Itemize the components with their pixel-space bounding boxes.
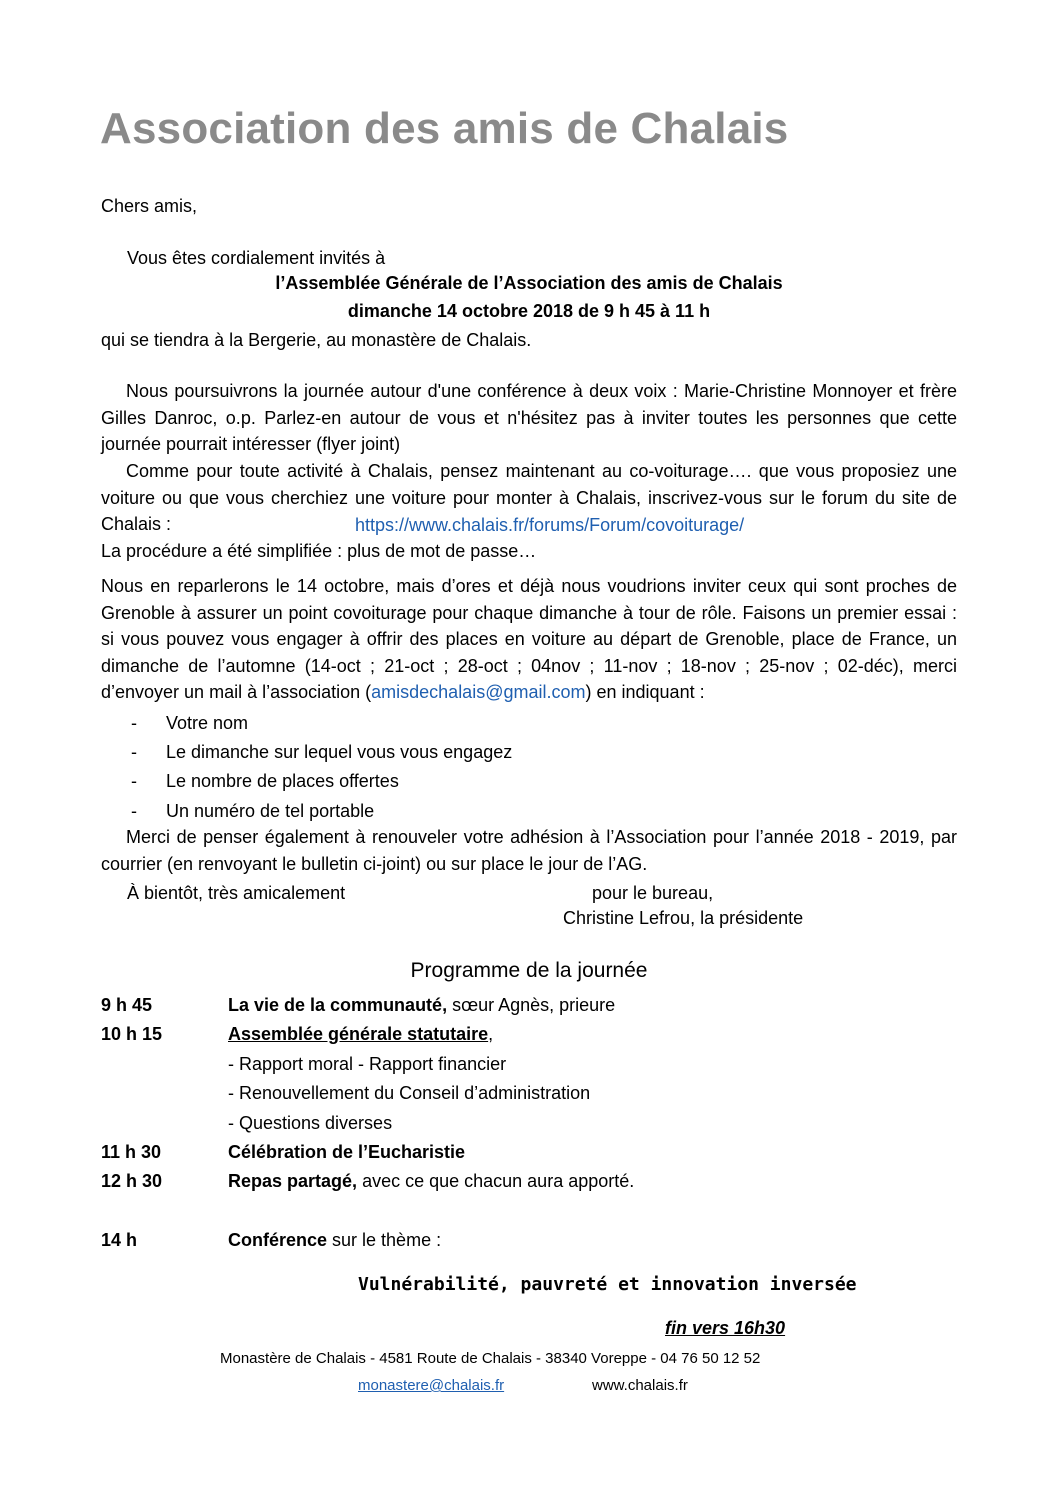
program-activity [228, 995, 615, 1016]
program-subitem: - Questions diverses [228, 1113, 393, 1133]
venue-text: qui se tiendra à la Bergerie, au monastère de Chalais. [101, 330, 532, 350]
invite-text: Vous êtes cordialement invités à [127, 248, 386, 268]
program-time: 12 h 30 [101, 1171, 163, 1191]
list-bullet: - [131, 742, 137, 762]
program-subitem: - Rapport moral - Rapport financier [228, 1054, 507, 1074]
procedure-note: La procédure a été simplifiée : plus de mot de passe… [101, 541, 537, 561]
list-item: Le dimanche sur lequel vous vous engagez [166, 742, 513, 762]
list-bullet: - [131, 771, 137, 791]
list-bullet: - [131, 713, 137, 733]
list-item: Votre nom [166, 713, 249, 733]
footer-website[interactable]: www.chalais.fr [592, 1377, 688, 1394]
meeting-date: dimanche 14 octobre 2018 de 9 h 45 à 11 h [347, 301, 711, 321]
program-activity-detail: sur le thème : [327, 1230, 442, 1250]
program-time: 11 h 30 [101, 1142, 162, 1162]
program-activity-detail: avec ce que chacun aura apporté. [357, 1171, 635, 1191]
end-time: fin vers 16h30 [665, 1318, 786, 1338]
footer-address: Monastère de Chalais - 4581 Route de Chalais - 38340 Voreppe - 04 76 50 12 52 [220, 1350, 761, 1367]
signature: Christine Lefrou, la présidente [563, 908, 804, 928]
program-activity-name: Célébration de l’Eucharistie [228, 1142, 466, 1162]
conference-title: Vulnérabilité, pauvreté et innovation inversée [358, 1274, 857, 1295]
program-activity [228, 1142, 465, 1163]
document-title: Association des amis de Chalais [100, 104, 789, 153]
program-activity-name: Conférence [228, 1230, 328, 1250]
for-bureau: pour le bureau, [592, 883, 714, 903]
assembly-title: l’Assemblée Générale de l’Association des amis de Chalais [275, 273, 783, 293]
program-activity [228, 1230, 441, 1251]
list-item: Un numéro de tel portable [166, 801, 375, 821]
closing: À bientôt, très amicalement [127, 883, 346, 903]
conference-paragraph [101, 378, 957, 458]
grenoble-paragraph-text: Nous en reparlerons le 14 octobre, mais d’ores et déjà nous voudrions inviter ceux qui sont proches de Grenoble à assurer un point covoiturage pour chaque dimanche à tour de rôle. Faisons un premier essai : si vous pouvez vous engager à offrir des places en voiture au départ de Grenoble, place de France, un dimanche de l’automne (14-oct ; 21-oct ; 28-oct ; 04nov ; 11-nov ; 18-nov ; 25-nov ; 02-déc), merci d’envoyer un mail à l’association ( [101, 576, 957, 702]
program-activity-name: Assemblée générale statutaire [228, 1024, 489, 1044]
forum-link[interactable]: https://www.chalais.fr/forums/Forum/covoiturage/ [355, 515, 745, 535]
conference-paragraph-text: Nous poursuivrons la journée autour d'une conférence à deux voix : Marie-Christine Monnoyer et frère Gilles Danroc, o.p. Parlez-en autour de vous et n'hésitez pas à inviter toutes les personnes que cette journée pourrait intéresser (flyer joint) [101, 381, 957, 454]
program-activity-detail: , [488, 1024, 494, 1044]
grenoble-paragraph-end: ) en indiquant : [585, 682, 705, 702]
program-subitem: - Renouvellement du Conseil d’administration [228, 1083, 591, 1103]
list-item: Le nombre de places offertes [166, 771, 399, 791]
program-activity-name: La vie de la communauté, [228, 995, 448, 1015]
program-time: 9 h 45 [101, 995, 153, 1015]
program-time: 14 h [101, 1230, 138, 1250]
footer-email-link[interactable]: monastere@chalais.fr [358, 1377, 505, 1394]
grenoble-paragraph [101, 573, 957, 706]
program-activity [228, 1171, 634, 1192]
program-title: Programme de la journée [410, 959, 648, 982]
membership-paragraph [101, 824, 957, 877]
list-bullet: - [131, 801, 137, 821]
carpool-paragraph-text: Comme pour toute activité à Chalais, pensez maintenant au co-voiturage…. que vous proposiez une voiture ou que vous cherchiez une voiture pour monter à Chalais, inscrivez-vous sur le forum du site de Chalais : [101, 461, 957, 534]
greeting: Chers amis, [101, 196, 198, 216]
membership-paragraph-text: Merci de penser également à renouveler votre adhésion à l’Association pour l’année 2018 - 2019, par courrier (en renvoyant le bulletin ci-joint) ou sur place le jour de l’AG. [101, 827, 957, 874]
program-activity-detail: sœur Agnès, prieure [447, 995, 616, 1015]
program-time: 10 h 15 [101, 1024, 163, 1044]
program-activity [228, 1024, 493, 1045]
program-activity-name: Repas partagé, [228, 1171, 358, 1191]
association-email-link[interactable]: amisdechalais@gmail.com [371, 682, 586, 702]
